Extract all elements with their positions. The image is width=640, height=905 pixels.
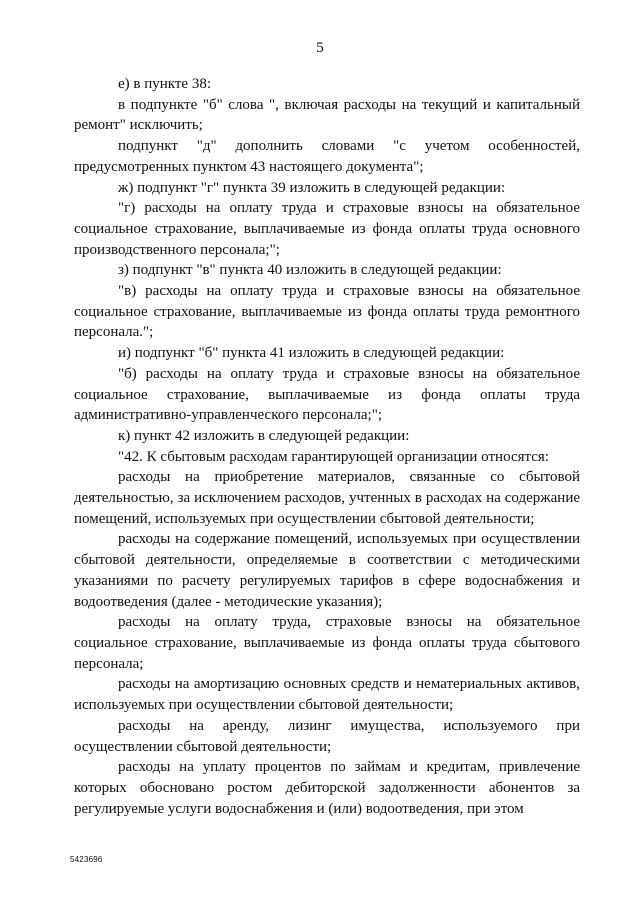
paragraph: расходы на приобретение материалов, связанные со сбытовой деятельностью, за исключением расходов, учтенных в расходах на содержание помещений, используемых при осуществлении сбытовой деятельности;	[74, 469, 580, 527]
paragraph: расходы на оплату труда, страховые взносы на обязательное социальное страхование, выплачиваемые из фонда оплаты труда сбытового персонала;	[74, 614, 580, 672]
paragraph: з) подпункт "в" пункта 40 изложить в следующей редакции:	[118, 262, 502, 279]
paragraph: "в) расходы на оплату труда и страховые взносы на обязательное социальное страхование, выплачиваемые из фонда оплаты труда ремонтного персонала.";	[74, 283, 580, 341]
paragraph: к) пункт 42 изложить в следующей редакции:	[118, 427, 410, 444]
paragraph: и) подпункт "б" пункта 41 изложить в следующей редакции:	[118, 345, 505, 362]
paragraph: "42. К сбытовым расходам гарантирующей организации относятся:	[118, 448, 549, 465]
paragraph: расходы на амортизацию основных средств и нематериальных активов, используемых при осуществлении сбытовой деятельности;	[74, 676, 580, 714]
paragraph: подпункт "д" дополнить словами "с учетом особенностей, предусмотренных пунктом 43 настоящего документа";	[74, 138, 580, 175]
paragraph: ж) подпункт "г" пункта 39 изложить в следующей редакции:	[118, 179, 506, 196]
paragraph: расходы на аренду, лизинг имущества, используемого при осуществлении сбытовой деятельности;	[74, 717, 580, 755]
paragraph: "б) расходы на оплату труда и страховые взносы на обязательное социальное страхование, выплачиваемые из фонда оплаты труда административно-управленческого персонала;";	[74, 365, 580, 424]
document-body	[74, 74, 580, 819]
paragraph: расходы на содержание помещений, используемых при осуществлении сбытовой деятельности, определяемые в соответствии с методическими указаниями по расчету регулируемых тарифов в сфере водоснабжения и водоотведения (далее - методические указания);	[74, 531, 580, 610]
paragraph: "г) расходы на оплату труда и страховые взносы на обязательное социальное страхование, выплачиваемые из фонда оплаты труда основного производственного персонала;";	[74, 200, 580, 258]
document-code: 5423696	[70, 855, 103, 864]
paragraph: в подпункте "б" слова ", включая расходы на текущий и капитальный ремонт" исключить;	[74, 96, 580, 134]
paragraph: расходы на уплату процентов по займам и кредитам, привлечение которых обосновано ростом дебиторской задолженности абонентов за регулируемые услуги водоснабжения и (или) водоотведения, при этом	[74, 759, 580, 817]
page-number: 5	[316, 40, 324, 56]
paragraph: е) в пункте 38:	[118, 76, 212, 92]
